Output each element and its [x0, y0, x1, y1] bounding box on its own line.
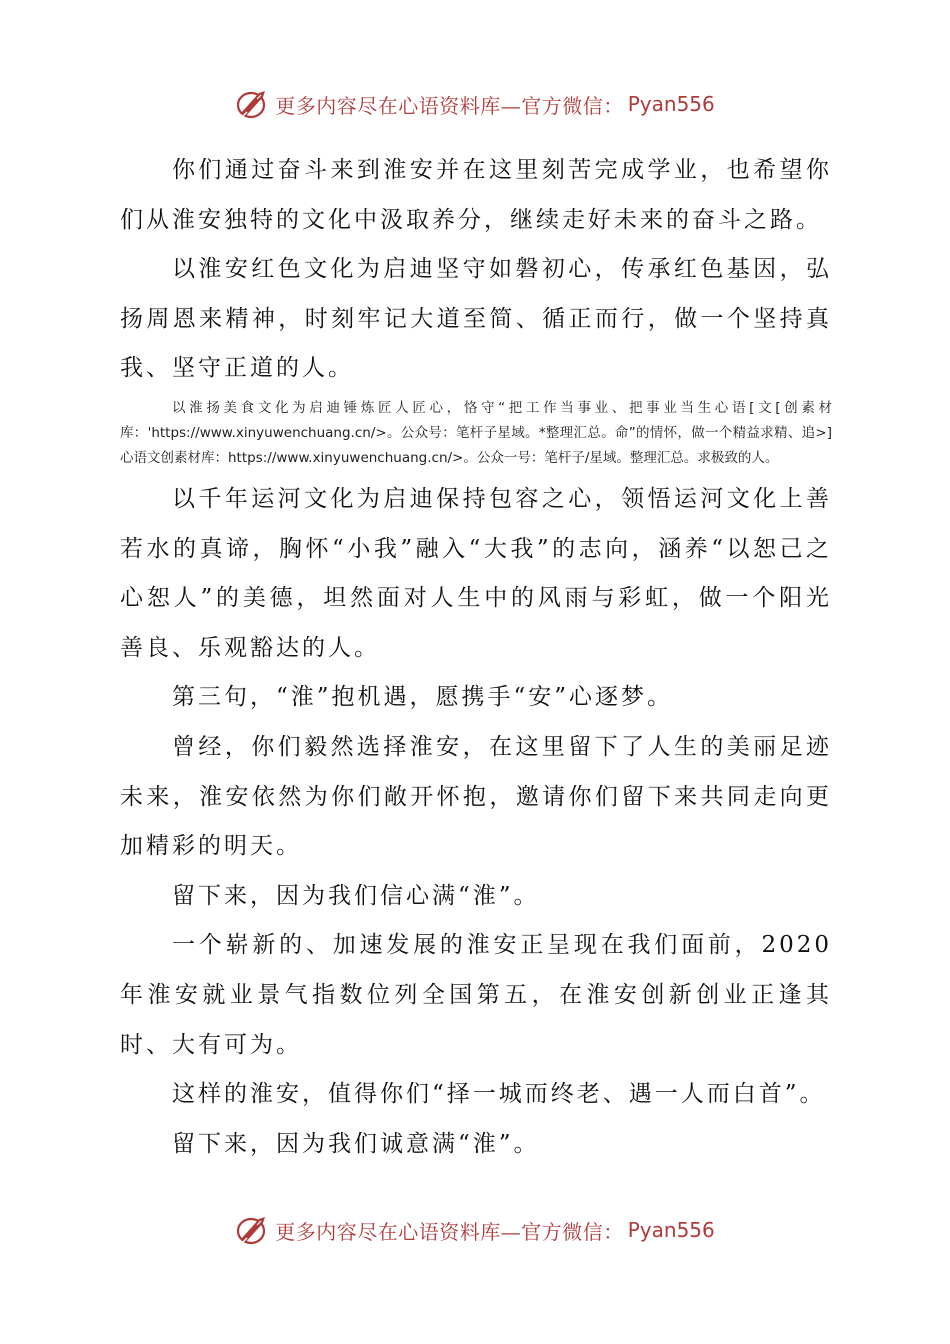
pen-nib-logo-icon	[235, 1213, 271, 1247]
header-banner	[0, 84, 950, 124]
document-body	[120, 146, 832, 1169]
paragraph: 以千年运河文化为启迪保持包容之心，领悟运河文化上善若水的真谛，胸怀“小我”融入“大我”的志向，涵养“以恕己之心恕人”的美德，坦然面对人生中的风雨与彩虹，做一个阳光善良、乐观豁达的人。	[120, 485, 832, 661]
paragraph: 你们通过奋斗来到淮安并在这里刻苦完成学业，也希望你们从淮安独特的文化中汲取养分，继续走好未来的奋斗之路。	[120, 157, 832, 233]
footer-wechat-id: Pyan556	[627, 1218, 715, 1242]
paragraph: 留下来，因为我们信心满“淮”。	[172, 882, 540, 909]
header-banner-text: 更多内容尽在心语资料库—官方微信：	[275, 93, 624, 118]
header-banner-inner	[235, 87, 715, 121]
paragraph: 以淮安红色文化为启迪坚守如磐初心，传承红色基因，弘扬周恩来精神，时刻牢记大道至简、循正而行，做一个坚持真我、坚守正道的人。	[120, 256, 832, 382]
paragraph: 这样的淮安，值得你们“择一城而终老、遇一人而白首”。	[172, 1081, 826, 1108]
header-wechat-id: Pyan556	[627, 92, 715, 116]
footer-banner	[0, 1210, 950, 1250]
paragraph: 第三句，“淮”抱机遇，愿携手“安”心逐梦。	[172, 684, 674, 711]
paragraph: 曾经，你们毅然选择淮安，在这里留下了人生的美丽足迹未来，淮安依然为你们敞开怀抱，邀请你们留下来共同走向更加精彩的明天。	[120, 733, 832, 860]
small-note-paragraph: 以淮扬美食文化为启迪锤炼匠人匠心，恪守“把工作当事业、把事业当生心语[文[创素材库：'https://www.xinyuwenchuang.cn/>。公众号：笔杆子星域。*整理汇总。命”的情怀，做一个精益求精、追>]心语文创素材库：https://www.xinyuwenchuang.cn/>。公众一号：笔杆子/星域。整理汇总。求极致的人。	[120, 399, 832, 466]
paragraph: 留下来，因为我们诚意满“淮”。	[172, 1130, 540, 1157]
pen-nib-logo-icon	[235, 87, 271, 121]
paragraph: 一个崭新的、加速发展的淮安正呈现在我们面前，2020年淮安就业景气指数位列全国第五，在淮安创新创业正逢其时、大有可为。	[120, 932, 832, 1058]
footer-banner-inner	[235, 1213, 715, 1247]
footer-banner-text: 更多内容尽在心语资料库—官方微信：	[275, 1219, 624, 1244]
